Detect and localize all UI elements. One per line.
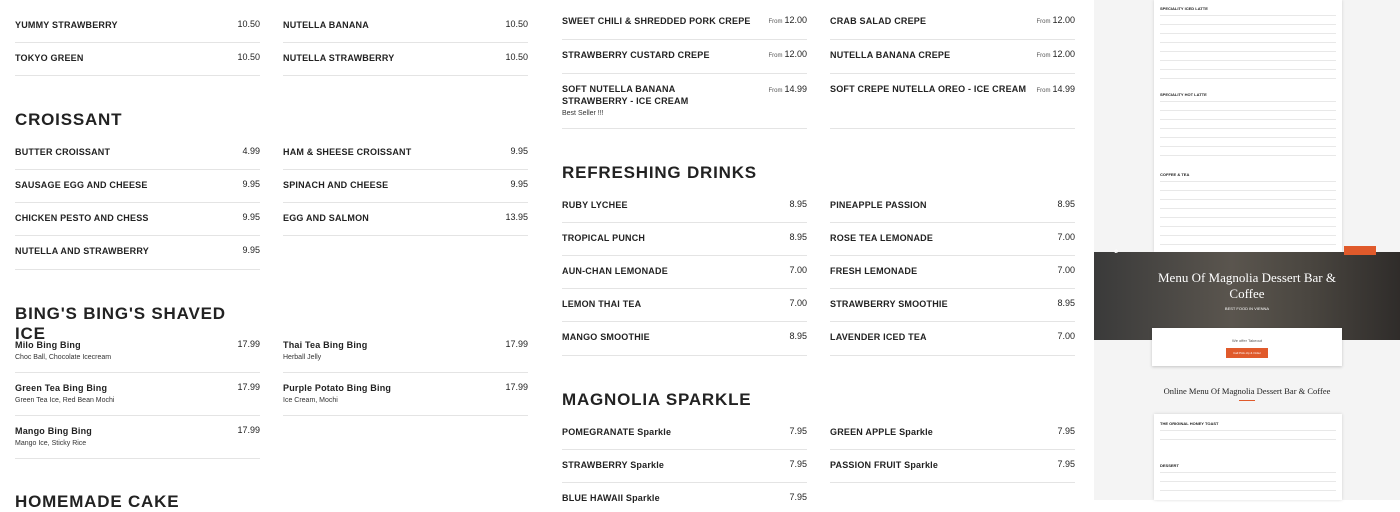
menu-item[interactable] — [562, 450, 807, 483]
section-title-homemade-cake: HOMEMADE CAKE — [15, 492, 180, 511]
menu-item[interactable] — [562, 189, 807, 223]
menu-column-3 — [562, 0, 807, 503]
item-description: Mango Ice, Sticky Rice — [15, 440, 87, 447]
item-price: 9.95 — [242, 245, 260, 255]
preview-hero-banner — [1094, 252, 1400, 340]
item-name-suffix: Sparkle — [899, 427, 934, 437]
preview-order-button[interactable]: Call Pick-Up & Order — [1226, 348, 1268, 358]
menu-column-4 — [830, 0, 1075, 500]
item-name: SPINACH AND CHEESE — [283, 180, 389, 190]
item-price: 10.50 — [505, 52, 528, 62]
section-title-refreshing-drinks: REFRESHING DRINKS — [562, 163, 757, 182]
item-name-suffix: Sparkle — [637, 427, 672, 437]
item-name-main: POMEGRANATE — [562, 427, 635, 437]
menu-item[interactable] — [830, 450, 1075, 483]
item-price: 7.95 — [789, 492, 807, 502]
preview-hero-subtitle: BEST FOOD IN VIENNA — [1224, 306, 1270, 311]
item-price: 7.00 — [1057, 331, 1075, 341]
preview-heading-honey-toast: THE ORIGINAL HONEY TOAST — [1160, 421, 1219, 426]
price-from-label: From — [1036, 88, 1051, 94]
item-price: 7.95 — [789, 426, 807, 436]
menu-item[interactable] — [830, 40, 1075, 74]
price-from-label: From — [768, 53, 783, 59]
item-name: SAUSAGE EGG AND CHEESE — [15, 180, 148, 190]
menu-item[interactable] — [830, 322, 1075, 356]
item-price: 9.95 — [242, 212, 260, 222]
menu-item[interactable] — [15, 330, 260, 373]
item-description: Herball Jelly — [283, 354, 322, 361]
item-price: 7.95 — [1057, 459, 1075, 469]
menu-item[interactable] — [283, 43, 528, 76]
item-name: NUTELLA STRAWBERRY — [283, 53, 395, 63]
section-title-bings-shaved-ice: BING'S BING'S SHAVED ICE — [15, 304, 226, 343]
menu-item[interactable] — [15, 236, 260, 270]
price-value: 12.00 — [784, 15, 807, 25]
item-price: 17.99 — [237, 339, 260, 349]
item-name — [562, 459, 664, 471]
preview-heading-iced-latte: SPECIALITY ICED LATTE — [1160, 6, 1208, 11]
price-from-label: From — [1036, 53, 1051, 59]
menu-item[interactable] — [562, 416, 807, 450]
item-name: BUTTER CROISSANT — [15, 147, 111, 157]
menu-item[interactable] — [283, 136, 528, 170]
menu-item[interactable] — [15, 136, 260, 170]
item-price — [1036, 49, 1075, 59]
menu-item[interactable] — [830, 74, 1075, 129]
item-name: Milo Bing Bing — [15, 340, 81, 350]
item-price: 7.00 — [789, 265, 807, 275]
item-name-main: GREEN APPLE — [830, 427, 897, 437]
item-price — [1036, 15, 1075, 25]
price-from-label: From — [768, 88, 783, 94]
item-price — [1036, 84, 1075, 94]
item-price: 8.95 — [1057, 298, 1075, 308]
menu-item[interactable] — [830, 256, 1075, 289]
preview-menu-page-drinks[interactable] — [1154, 0, 1342, 252]
price-value: 12.00 — [1052, 49, 1075, 59]
menu-item[interactable] — [830, 189, 1075, 223]
menu-item[interactable] — [15, 203, 260, 236]
item-name-suffix: Sparkle — [904, 460, 939, 470]
item-price — [768, 15, 807, 25]
item-name: FRESH LEMONADE — [830, 266, 918, 276]
item-description: Green Tea Ice, Red Bean Mochi — [15, 397, 115, 404]
item-name: SOFT CREPE NUTELLA OREO - ICE CREAM — [830, 84, 1027, 94]
item-price: 7.00 — [1057, 232, 1075, 242]
item-name: PINEAPPLE PASSION — [830, 200, 927, 210]
item-name: YUMMY STRAWBERRY — [15, 20, 118, 30]
item-name: STRAWBERRY SMOOTHIE — [830, 299, 948, 309]
item-price: 17.99 — [505, 339, 528, 349]
item-name: STRAWBERRY CUSTARD CREPE — [562, 50, 710, 60]
item-name — [562, 426, 671, 438]
item-name: NUTELLA BANANA CREPE — [830, 50, 951, 60]
section-title-magnolia-sparkle: MAGNOLIA SPARKLE — [562, 390, 752, 409]
preview-logo-icon: ✿ — [1114, 249, 1119, 255]
item-name: AUN-CHAN LEMONADE — [562, 266, 668, 276]
item-price: 7.00 — [789, 298, 807, 308]
menu-item[interactable] — [830, 289, 1075, 322]
item-price: 8.95 — [1057, 199, 1075, 209]
preview-takeout-card — [1152, 328, 1342, 366]
price-value: 14.99 — [1052, 84, 1075, 94]
preview-order-badge[interactable] — [1344, 246, 1376, 255]
price-value: 14.99 — [784, 84, 807, 94]
menu-item[interactable] — [562, 223, 807, 256]
menu-item[interactable] — [562, 74, 807, 129]
menu-item[interactable] — [830, 5, 1075, 40]
item-name: ROSE TEA LEMONADE — [830, 233, 934, 243]
menu-item[interactable] — [283, 373, 528, 416]
item-name-main: BLUE HAWAII — [562, 493, 624, 503]
item-price — [768, 84, 807, 94]
preview-hero-title: Menu Of Magnolia Dessert Bar & Coffee — [1158, 270, 1336, 301]
menu-item[interactable] — [15, 170, 260, 203]
item-name: TOKYO GREEN — [15, 53, 84, 63]
menu-item[interactable] — [562, 322, 807, 356]
item-price: 13.95 — [505, 212, 528, 222]
item-name: Green Tea Bing Bing — [15, 383, 108, 393]
item-name: LAVENDER ICED TEA — [830, 332, 927, 342]
menu-item[interactable] — [562, 289, 807, 322]
item-price: 7.00 — [1057, 265, 1075, 275]
item-name: LEMON THAI TEA — [562, 299, 642, 309]
item-name — [830, 459, 938, 471]
item-name: Thai Tea Bing Bing — [283, 340, 368, 350]
menu-item[interactable] — [15, 43, 260, 76]
item-name-main: STRAWBERRY — [562, 460, 628, 470]
price-value: 12.00 — [784, 49, 807, 59]
section-title-croissant: CROISSANT — [15, 110, 123, 129]
menu-column-1 — [15, 0, 260, 511]
item-price: 8.95 — [789, 232, 807, 242]
item-price: 8.95 — [789, 331, 807, 341]
item-price: 9.95 — [510, 146, 528, 156]
item-name-suffix: Sparkle — [630, 460, 665, 470]
item-name: HAM & SHEESE CROISSANT — [283, 147, 412, 157]
item-price: 10.50 — [505, 19, 528, 29]
item-price: 4.99 — [242, 146, 260, 156]
menu-item[interactable] — [283, 170, 528, 203]
item-name: NUTELLA BANANA — [283, 20, 369, 30]
item-description: Ice Cream, Mochi — [283, 397, 338, 404]
item-description: Best Seller !!! — [562, 110, 604, 117]
menu-item[interactable] — [15, 8, 260, 43]
item-name-main: PASSION FRUIT — [830, 460, 902, 470]
menu-item[interactable] — [283, 203, 528, 236]
item-name: SOFT NUTELLA BANANA STRAWBERRY - ICE CREAM — [562, 84, 689, 106]
price-from-label: From — [1036, 19, 1051, 25]
item-name — [562, 492, 660, 504]
menu-preview-panel[interactable] — [1094, 0, 1400, 500]
menu-item[interactable] — [830, 223, 1075, 256]
preview-heading-coffee-tea: COFFEE & TEA — [1160, 172, 1190, 177]
menu-item[interactable] — [562, 483, 807, 503]
menu-item[interactable] — [283, 330, 528, 373]
item-price: 17.99 — [505, 382, 528, 392]
preview-online-menu-title: Online Menu Of Magnolia Dessert Bar & Coffee — [1163, 386, 1331, 396]
preview-heading-dessert: DESSERT — [1160, 463, 1179, 468]
item-name: EGG AND SALMON — [283, 213, 369, 223]
item-name: TROPICAL PUNCH — [562, 233, 646, 243]
item-name: NUTELLA AND STRAWBERRY — [15, 246, 149, 256]
item-price: 8.95 — [789, 199, 807, 209]
preview-menu-page-toast[interactable] — [1154, 414, 1342, 500]
item-name: MANGO SMOOTHIE — [562, 332, 650, 342]
menu-item[interactable] — [15, 373, 260, 416]
item-price: 10.50 — [237, 52, 260, 62]
menu-item[interactable] — [15, 416, 260, 459]
item-price: 9.95 — [510, 179, 528, 189]
item-price — [768, 49, 807, 59]
item-name: CHICKEN PESTO AND CHESS — [15, 213, 149, 223]
preview-title-underline — [1239, 400, 1255, 401]
preview-heading-hot-latte: SPECIALITY HOT LATTE — [1160, 92, 1207, 97]
item-description: Choc Ball, Chocolate Icecream — [15, 354, 112, 361]
item-price: 17.99 — [237, 425, 260, 435]
preview-takeout-text: We offer Takeout — [1231, 338, 1263, 343]
item-name — [830, 426, 933, 438]
item-price: 10.50 — [237, 19, 260, 29]
menu-item[interactable] — [830, 416, 1075, 450]
item-price: 7.95 — [789, 459, 807, 469]
item-price: 17.99 — [237, 382, 260, 392]
item-name: SWEET CHILI & SHREDDED PORK CREPE — [562, 16, 751, 26]
menu-item[interactable] — [562, 40, 807, 74]
item-name-suffix: Sparkle — [625, 493, 660, 503]
menu-item[interactable] — [283, 8, 528, 43]
item-name: Mango Bing Bing — [15, 426, 92, 436]
item-price: 9.95 — [242, 179, 260, 189]
menu-column-2 — [283, 0, 528, 500]
item-name: Purple Potato Bing Bing — [283, 383, 392, 393]
item-name: CRAB SALAD CREPE — [830, 16, 927, 26]
price-value: 12.00 — [1052, 15, 1075, 25]
item-name: RUBY LYCHEE — [562, 200, 628, 210]
item-price: 7.95 — [1057, 426, 1075, 436]
menu-item[interactable] — [562, 256, 807, 289]
menu-item[interactable] — [562, 5, 807, 40]
price-from-label: From — [768, 19, 783, 25]
